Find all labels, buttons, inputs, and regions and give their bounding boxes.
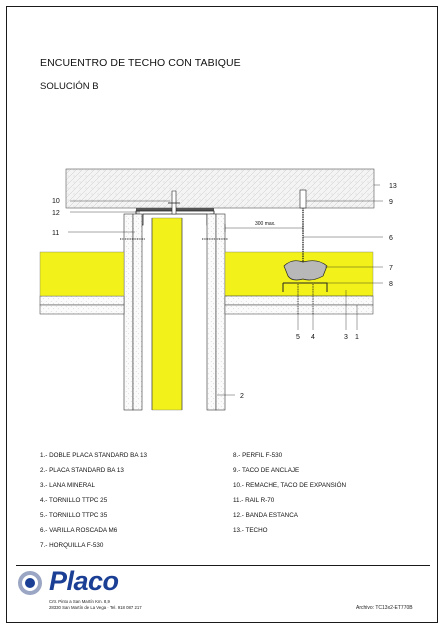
legend-item: 2.- PLACA STANDARD BA 13 <box>40 467 124 474</box>
callout-8: 8 <box>389 281 393 288</box>
legend-right <box>233 453 346 543</box>
partition-board-left-inner <box>133 214 142 410</box>
placo-logo-icon <box>16 569 44 597</box>
callout-12: 12 <box>52 210 60 217</box>
legend-item: 11.- RAIL R-70 <box>233 497 275 504</box>
callout-7: 7 <box>389 265 393 272</box>
callout-3: 3 <box>344 334 348 341</box>
partition-board-right-outer <box>216 214 225 410</box>
legend-item: 4.- TORNILLO TTPC 25 <box>40 497 108 504</box>
partition-board-left-outer <box>124 214 133 410</box>
legend-left <box>40 453 147 558</box>
partition-board-right-inner <box>207 214 216 410</box>
ceiling-board-left-2 <box>40 305 124 314</box>
legend-item: 3.- LANA MINERAL <box>40 482 95 489</box>
legend-item: 10.- REMACHE, TACO DE EXPANSIÓN <box>233 482 347 489</box>
legend-item: 13.- TECHO <box>233 527 268 534</box>
ceiling-insulation-left <box>40 252 124 296</box>
callout-10: 10 <box>52 198 60 205</box>
ceiling-board-left <box>40 296 124 305</box>
legend-item: 9.- TACO DE ANCLAJE <box>233 467 300 474</box>
callout-5: 5 <box>296 334 300 341</box>
expansion-anchor <box>172 191 176 214</box>
callout-4: 4 <box>311 334 315 341</box>
address-line-2: 28330 San Martín de La Vega · Tel. 918 087 217 <box>49 604 142 610</box>
ceiling-slab <box>66 169 374 208</box>
callout-13: 13 <box>389 183 397 190</box>
callout-11: 11 <box>52 230 60 237</box>
legend-item: 8.- PERFIL F-530 <box>233 452 283 459</box>
ceiling-board-right-2 <box>225 305 373 314</box>
dimension-label: 300 max. <box>255 221 276 227</box>
callout-2: 2 <box>240 393 244 400</box>
company-address <box>49 599 142 610</box>
callout-6: 6 <box>389 235 393 242</box>
legend-item: 1.- DOBLE PLACA STANDARD BA 13 <box>40 452 147 459</box>
legend-item: 5.- TORNILLO TTPC 35 <box>40 512 108 519</box>
ceiling-board-right <box>225 296 373 305</box>
drawing-subtitle: SOLUCIÓN B <box>40 81 99 92</box>
hanger-f530 <box>284 261 327 280</box>
address-line-1: Crtr. Pinto a San Martín Km. 8,9 <box>49 599 110 604</box>
anchor-plug <box>300 190 306 208</box>
partition-insulation <box>152 218 182 410</box>
callout-9: 9 <box>389 199 393 206</box>
brand-logo-text: Placo <box>49 566 119 596</box>
legend-item: 6.- VARILLA ROSCADA M6 <box>40 527 118 534</box>
callout-1: 1 <box>355 334 359 341</box>
legend-item: 12.- BANDA ESTANCA <box>233 512 298 519</box>
drawing-title: ENCUENTRO DE TECHO CON TABIQUE <box>40 57 241 69</box>
legend-item: 7.- HORQUILLA F-530 <box>40 542 104 549</box>
file-reference: Archivo: TC13x2-ET770B <box>356 605 413 611</box>
